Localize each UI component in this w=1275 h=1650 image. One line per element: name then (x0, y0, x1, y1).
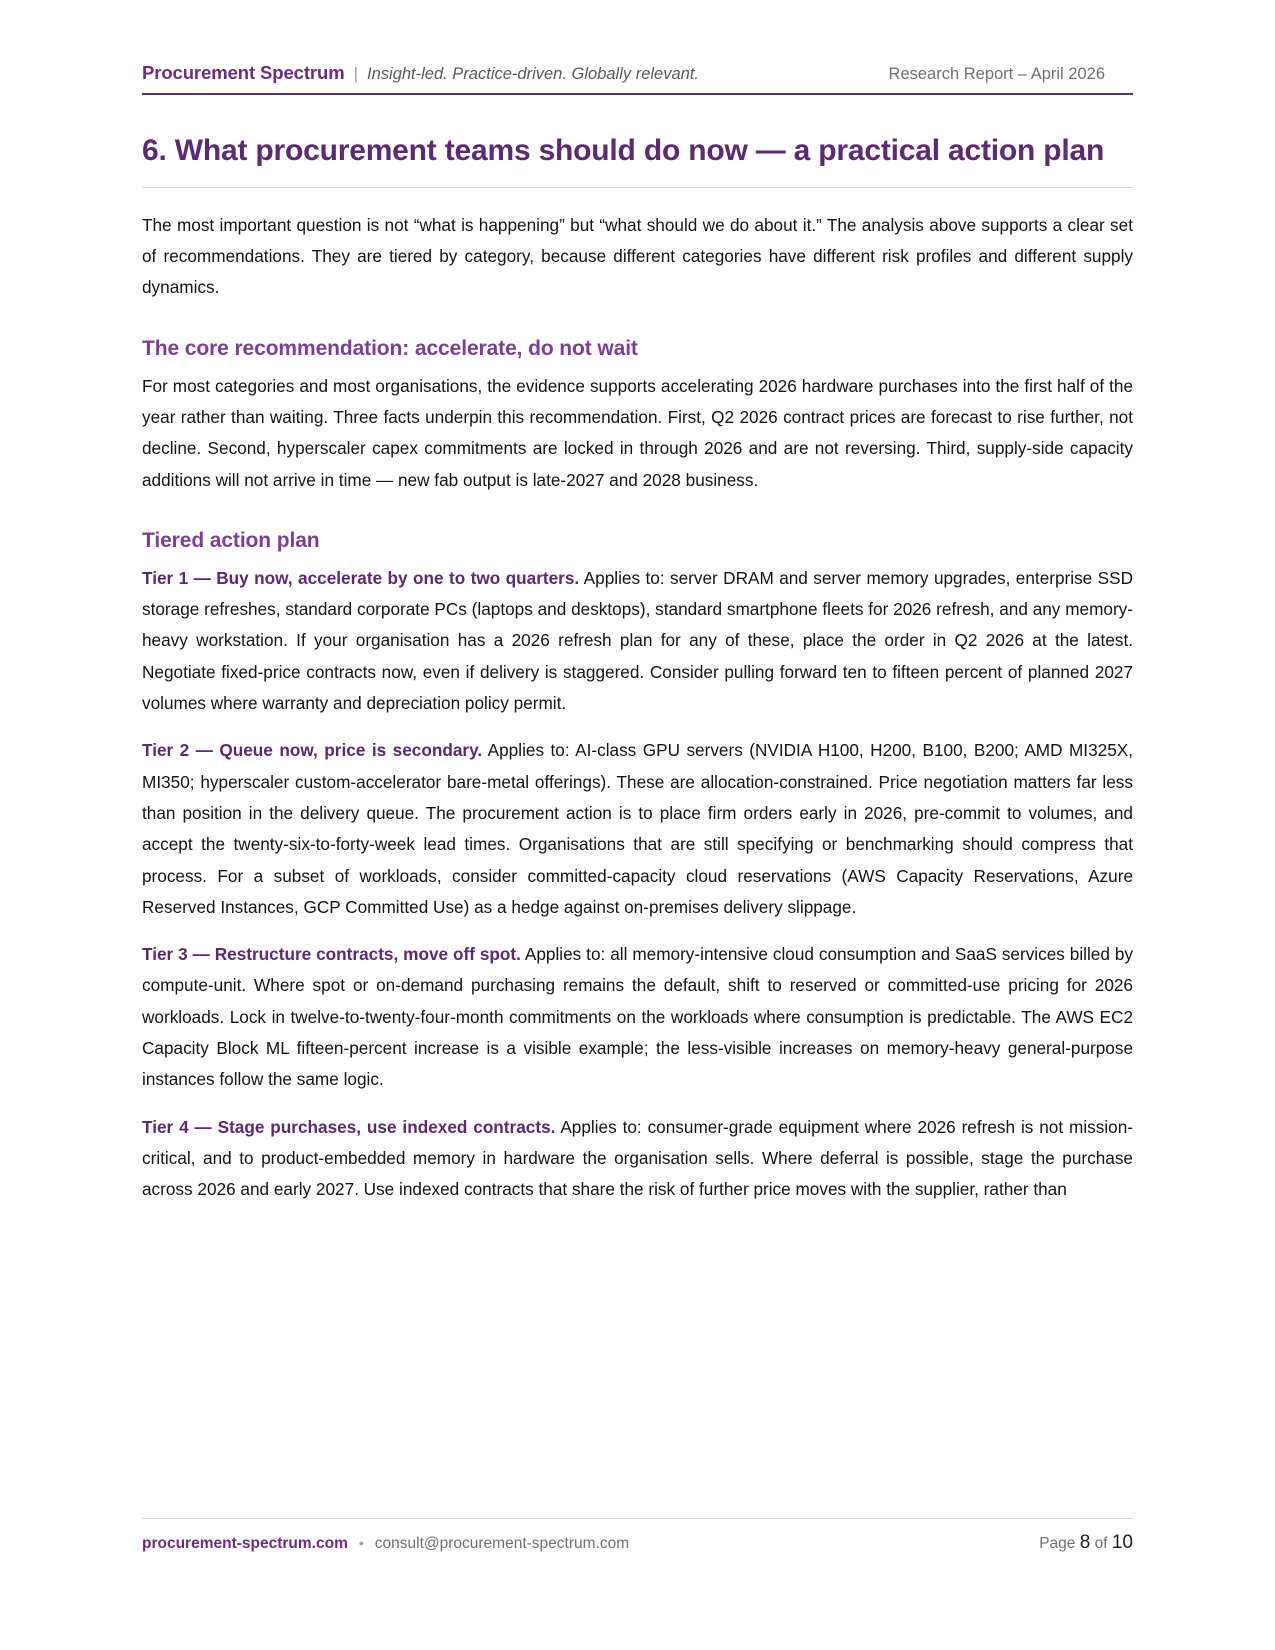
tier-paragraph-1 (142, 563, 1133, 719)
core-recommendation-paragraph: For most categories and most organisations, the evidence supports accelerating 2026 hardware purchases into the first half of the year rather than waiting. Three facts underpin this recommendation. First, Q2 2026 contract prices are forecast to rise further, not decline. Second, hyperscaler capex commitments are locked in through 2026 and are not reversing. Third, supply-side capacity additions will not arrive in time — new fab output is late-2027 and 2028 business. (142, 375, 1133, 490)
page-content-frame (142, 62, 1133, 1650)
page-of-label: of (1094, 1535, 1108, 1552)
document-header (142, 62, 1133, 95)
tier-lead-in-1: Tier 1 — Buy now, accelerate by one to two quarters. (142, 567, 580, 588)
tier-body-3: Applies to: all memory-intensive cloud consumption and SaaS services billed by compute-unit. Where spot or on-demand purchasing remains the default, shift to reserved or committed-use pricing for 2026 workloads. Lock in twelve-to-twenty-four-month commitments on the workloads where consumption is predictable. The AWS EC2 Capacity Block ML fifteen-percent increase is a visible example; the less-visible increases on memory-heavy general-purpose instances follow the same logic. (142, 944, 1133, 1090)
brand-tagline: Insight-led. Practice-driven. Globally relevant. (367, 65, 699, 83)
footer-dot-separator: • (358, 1535, 364, 1551)
tier-paragraph-3 (142, 939, 1133, 1095)
subheading-core-recommendation: The core recommendation: accelerate, do not wait (142, 336, 638, 360)
footer-email-link[interactable]: consult@procurement-spectrum.com (374, 1535, 630, 1552)
page-indicator (1039, 1532, 1133, 1554)
tier-lead-in-4: Tier 4 — Stage purchases, use indexed contracts. (142, 1116, 556, 1137)
brand-name: Procurement Spectrum (142, 62, 345, 83)
tier-body-2: Applies to: AI-class GPU servers (NVIDIA H100, H200, B100, B200; AMD MI325X, MI350; hyperscaler custom-accelerator bare-metal offerings). These are allocation-constrained. Price negotiation matters far less than position in the delivery queue. The procurement action is to place firm orders early in 2026, pre-commit to volumes, and accept the twenty-six-to-forty-week lead times. Organisations that are still specifying or benchmarking should compress that process. For a subset of workloads, consider committed-capacity cloud reservations (AWS Capacity Reservations, Azure Reserved Instances, GCP Committed Use) as a hedge against on-premises delivery slippage. (142, 740, 1133, 917)
document-footer (142, 1518, 1133, 1554)
page-title: 6. What procurement teams should do now — a practical action plan (142, 134, 1133, 188)
tier-lead-in-3: Tier 3 — Restructure contracts, move off spot. (142, 944, 521, 965)
intro-paragraph: The most important question is not “what is happening” but “what should we do about it.” The analysis above supports a clear set of recommendations. They are tiered by category, because different categories have different risk profiles and different supply dynamics. (142, 214, 1133, 298)
tier-body-1: Applies to: server DRAM and server memory upgrades, enterprise SSD storage refreshes, standard corporate PCs (laptops and desktops), standard smartphone fleets for 2026 refresh, and any memory-heavy workstation. If your organisation has a 2026 refresh plan for any of these, place the order in Q2 2026 at the latest. Negotiate fixed-price contracts now, even if delivery is staggered. Consider pulling forward ten to fifteen percent of planned 2027 volumes where warranty and depreciation policy permit. (142, 567, 1133, 714)
footer-website-link[interactable]: procurement-spectrum.com (142, 1535, 348, 1552)
header-separator: | (353, 64, 359, 83)
page-number: 8 (1079, 1532, 1091, 1553)
tier-paragraph-4 (142, 1112, 1133, 1206)
header-report-label: Research Report – April 2026 (888, 65, 1105, 83)
subheading-tiered-action-plan: Tiered action plan (142, 528, 320, 552)
tier-lead-in-2: Tier 2 — Queue now, price is secondary. (142, 740, 483, 761)
tier-body-4: Applies to: consumer-grade equipment where 2026 refresh is not mission-critical, and to product-embedded memory in hardware the organisation sells. Where deferral is possible, stage the purchase across 2026 and early 2027. Use indexed contracts that share the risk of further price moves with the supplier, rather than (142, 1116, 1133, 1200)
page-total: 10 (1111, 1532, 1133, 1553)
tier-paragraph-2 (142, 735, 1133, 923)
page-label: Page (1039, 1535, 1076, 1552)
